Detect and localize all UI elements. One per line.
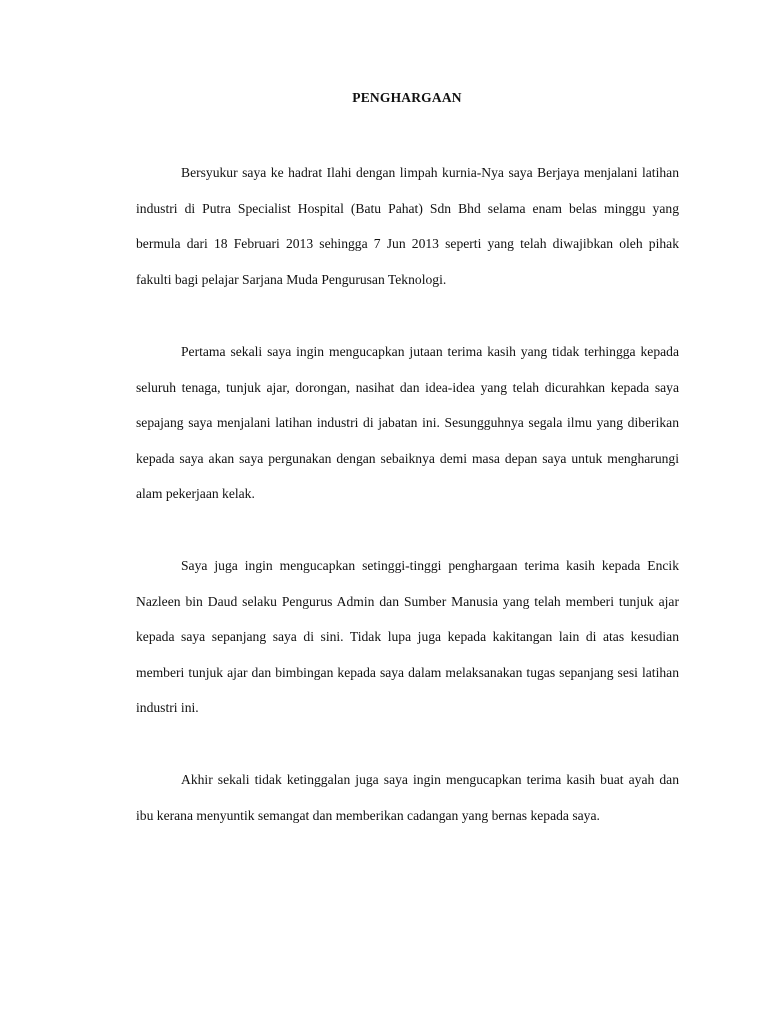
page-title: PENGHARGAAN [352,90,462,105]
paragraph-thanks-parents: Akhir sekali tidak ketinggalan juga saya ingin mengucapkan terima kasih buat ayah dan ibu kerana menyuntik semangat dan memberikan cadangan yang bernas kepada saya. [136,772,679,823]
paragraph-thanks-guidance: Pertama sekali saya ingin mengucapkan jutaan terima kasih yang tidak terhingga kepada seluruh tenaga, tunjuk ajar, dorongan, nasihat dan idea-idea yang telah dicurahkan kepada saya sepajang saya menjalani latihan industri di jabatan ini. Sesungguhnya segala ilmu yang diberikan kepada saya akan saya pergunakan dengan sebaiknya demi masa depan saya untuk mengharungi alam pekerjaan kelak. [136,344,679,502]
paragraph-thanks-supervisor: Saya juga ingin mengucapkan setinggi-tinggi penghargaan terima kasih kepada Encik Nazleen bin Daud selaku Pengurus Admin dan Sumber Manusia yang telah memberi tunjuk ajar kepada saya sepanjang saya di sini. Tidak lupa juga kepada kakitangan lain di atas kesudian memberi tunjuk ajar dan bimbingan kepada saya dalam melaksanakan tugas sepanjang sesi latihan industri ini. [136,558,679,716]
paragraph-gratitude: Bersyukur saya ke hadrat Ilahi dengan limpah kurnia-Nya saya Berjaya menjalani latihan industri di Putra Specialist Hospital (Batu Pahat) Sdn Bhd selama enam belas minggu yang bermula dari 18 Februari 2013 sehingga 7 Jun 2013 seperti yang telah diwajibkan oleh pihak fakulti bagi pelajar Sarjana Muda Pengurusan Teknologi. [136,165,679,287]
